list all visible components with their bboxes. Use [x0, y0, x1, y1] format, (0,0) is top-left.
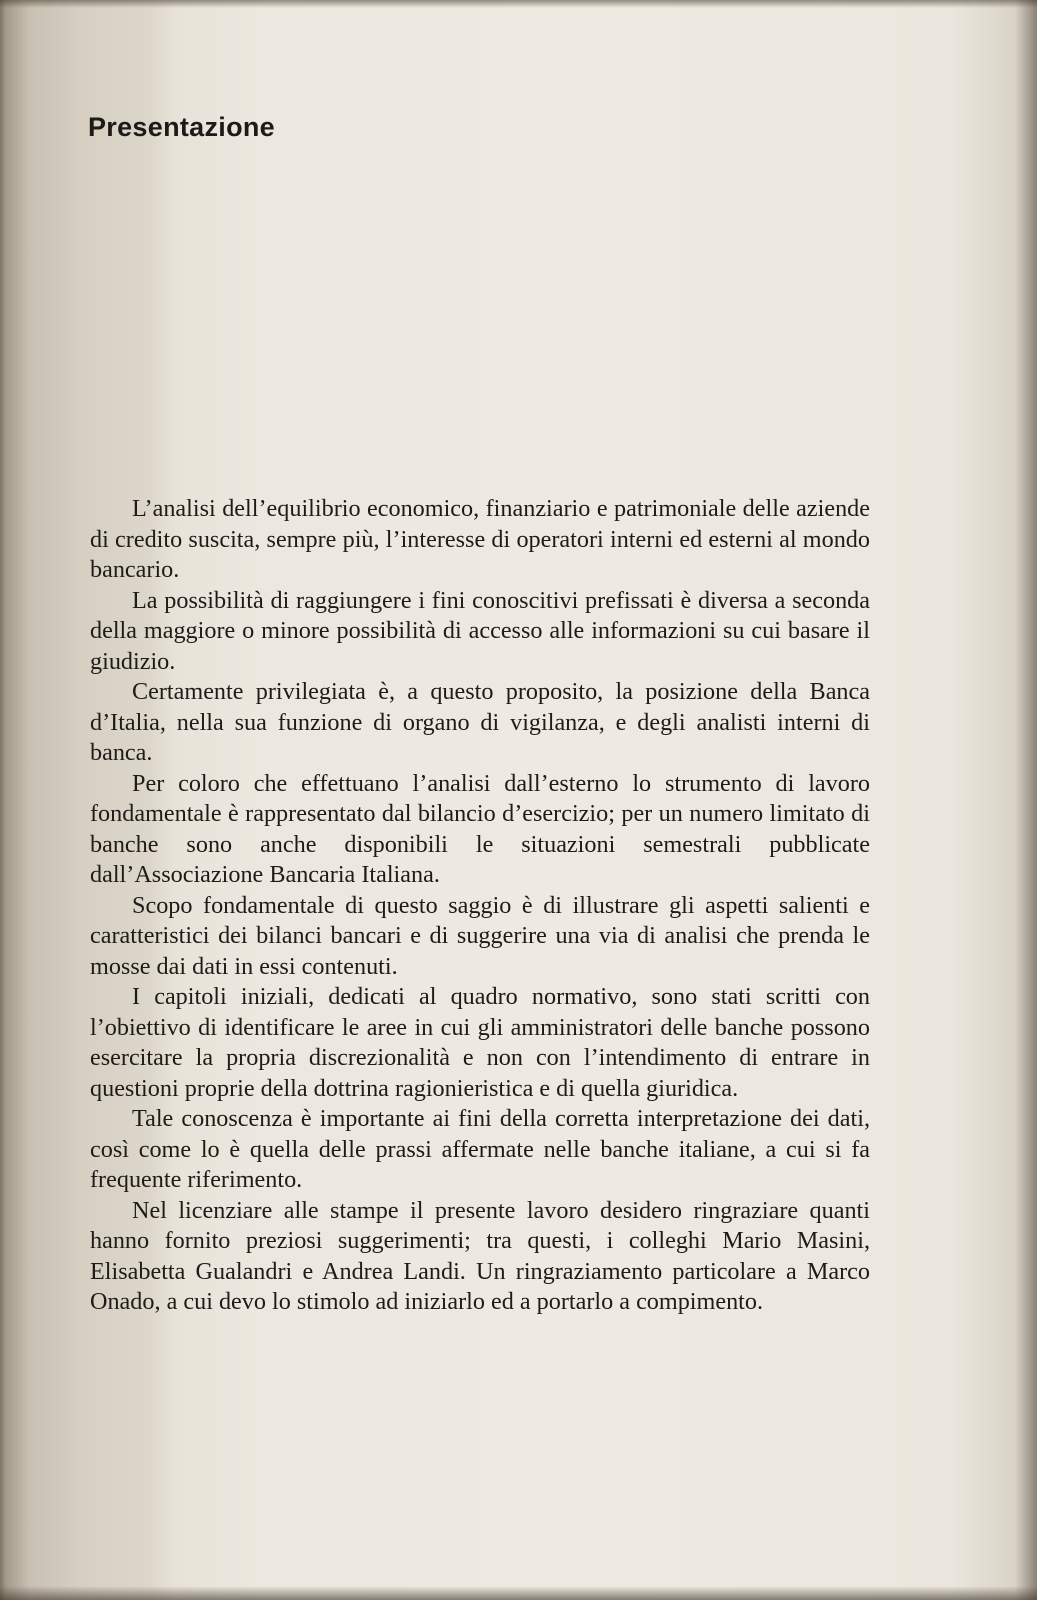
- paragraph-6: I capitoli iniziali, dedicati al quadro normativo, sono stati scritti con l’obiettivo di identificare le aree in cui gli amministratori delle banche possono esercitare la propria discrezionalità e non con l’intendimento di entrare in questioni proprie della dottrina ragionieristica e di quella giuridica.: [90, 983, 870, 1102]
- paragraph-3: Certamente privilegiata è, a questo proposito, la posizione della Banca d’Italia, nella sua funzione di organo di vigilanza, e degli analisti interni di banca.: [90, 678, 870, 766]
- paragraph-7: Tale conoscenza è importante ai fini della corretta interpretazione dei dati, così come lo è quella delle prassi affermate nelle banche italiane, a cui si fa frequente riferimento.: [90, 1105, 870, 1193]
- page-title: Presentazione: [88, 112, 275, 142]
- paragraph-4: Per coloro che effettuano l’analisi dall’esterno lo strumento di lavoro fondamentale è rappresentato dal bilancio d’esercizio; per un numero limitato di banche sono anche disponibili le situazioni semestrali pubblicate dall’Associazione Bancaria Italiana.: [90, 769, 870, 888]
- paragraph-5: Scopo fondamentale di questo saggio è di illustrare gli aspetti salienti e caratteristici dei bilanci bancari e di suggerire una via di analisi che prenda le mosse dai dati in essi contenuti.: [90, 891, 870, 980]
- paragraph-1: L’analisi dell’equilibrio economico, finanziario e patrimoniale delle aziende di credito suscita, sempre più, l’interesse di operatori interni ed esterni al mondo bancario.: [90, 495, 870, 583]
- preface-body: [90, 494, 870, 1318]
- paragraph-8: Nel licenziare alle stampe il presente lavoro desidero ringraziare quanti hanno fornito preziosi suggerimenti; tra questi, i colleghi Mario Masini, Elisabetta Gualandri e Andrea Landi. Un ringraziamento particolare a Marco Onado, a cui devo lo stimolo ad iniziarlo ed a portarlo a compimento.: [90, 1196, 870, 1315]
- paragraph-2: La possibilità di raggiungere i fini conoscitivi prefissati è diversa a seconda della maggiore o minore possibilità di accesso alle informazioni su cui basare il giudizio.: [90, 586, 870, 675]
